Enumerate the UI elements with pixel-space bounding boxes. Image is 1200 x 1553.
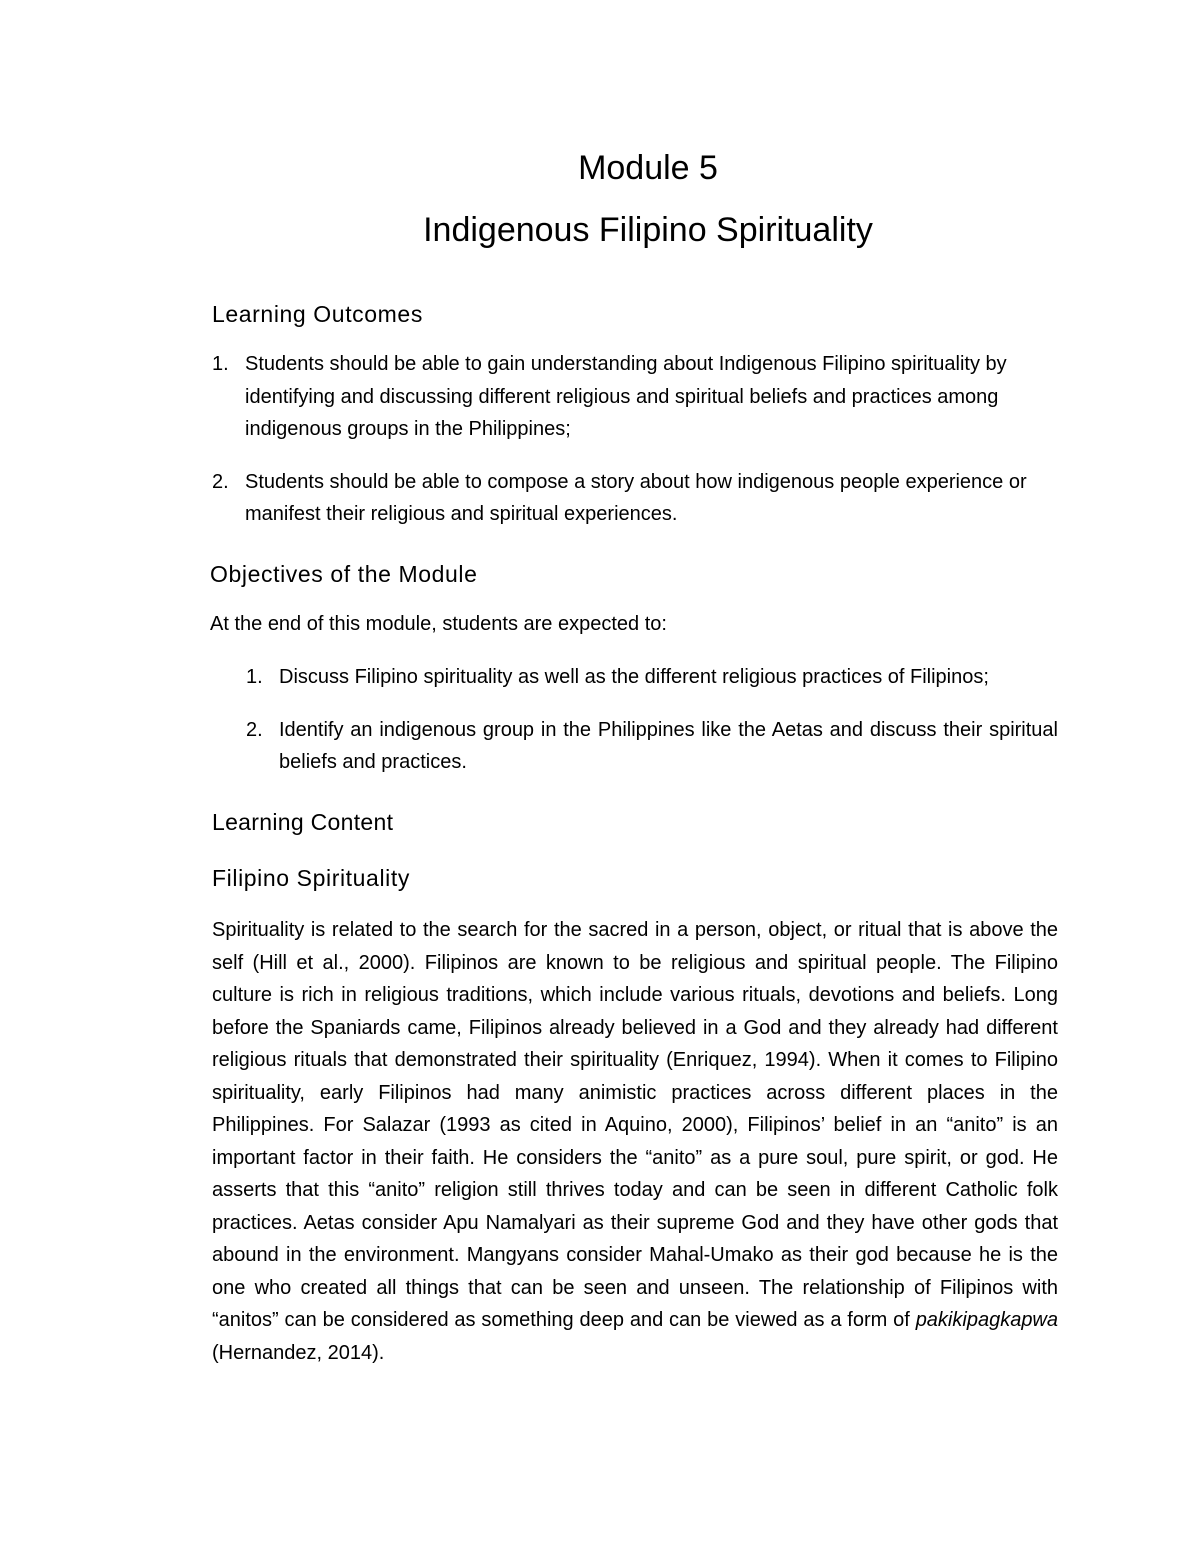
list-item [246,714,1058,779]
list-item [212,348,1062,446]
list-item-text: Discuss Filipino spirituality as well as the different religious practices of Filipinos; [279,666,989,688]
list-item-text: Identify an indigenous group in the Philippines like the Aetas and discuss their spiritual beliefs and practices. [279,718,1058,773]
objectives-heading: Objectives of the Module [210,561,478,587]
list-item-number: 1. [212,353,229,375]
filipino-spirituality-heading: Filipino Spirituality [212,865,410,891]
learning-content-heading: Learning Content [212,809,394,835]
list-item-number: 2. [246,718,263,741]
list-item-number: 2. [212,470,229,493]
list-item-text: Students should be able to gain understanding about Indigenous Filipino spirituality by identifying and discussing different religious and spiritual beliefs and practices among indigenous groups in the Philippines; [245,353,1007,440]
module-number-title: Module 5 [578,149,718,187]
objectives-list [246,661,1058,799]
paragraph-text: Spirituality is related to the search for the sacred in a person, object, or ritual that is above the self (Hill et al., 2000). Filipinos are known to be religious and spiritual people. The Filipino culture is rich in religious traditions, which include various rituals, devotions and beliefs. Long before the Spaniards came, Filipinos already believed in a God and they already had different religious rituals that demonstrated their spirituality (Enriquez, 1994). When it comes to Filipino spirituality, early Filipinos had many animistic practices across different places in the Philippines. For Salazar (1993 as cited in Aquino, 2000), Filipinos’ belief in an “anito” is an important factor in their faith. He considers the “anito” as a pure soul, pure spirit, or god. He asserts that this “anito” religion still thrives today and can be seen in different Catholic folk practices. Aetas consider Apu Namalyari as their supreme God and they have other gods that abound in the environment. Mangyans consider Mahal-Umako as their god because he is the one who created all things that can be seen and unseen. The relationship of Filipinos with “anitos” can be considered as something deep and can be viewed as a form of [212,919,1058,1331]
learning-outcomes-heading: Learning Outcomes [212,301,423,327]
citation: (Hernandez, 2014). [212,1341,385,1364]
filipino-spirituality-paragraph [212,914,1058,1369]
objectives-intro: At the end of this module, students are expected to: [210,613,667,635]
italic-term: pakikipagkapwa [915,1309,1059,1331]
list-item-number: 1. [246,666,263,688]
list-item [246,661,1058,694]
module-title: Indigenous Filipino Spirituality [423,211,873,249]
list-item-text: Students should be able to compose a story about how indigenous people experience or manifest their religious and spiritual experiences. [245,470,1027,525]
list-item [212,466,1062,531]
learning-outcomes-list [212,348,1062,551]
